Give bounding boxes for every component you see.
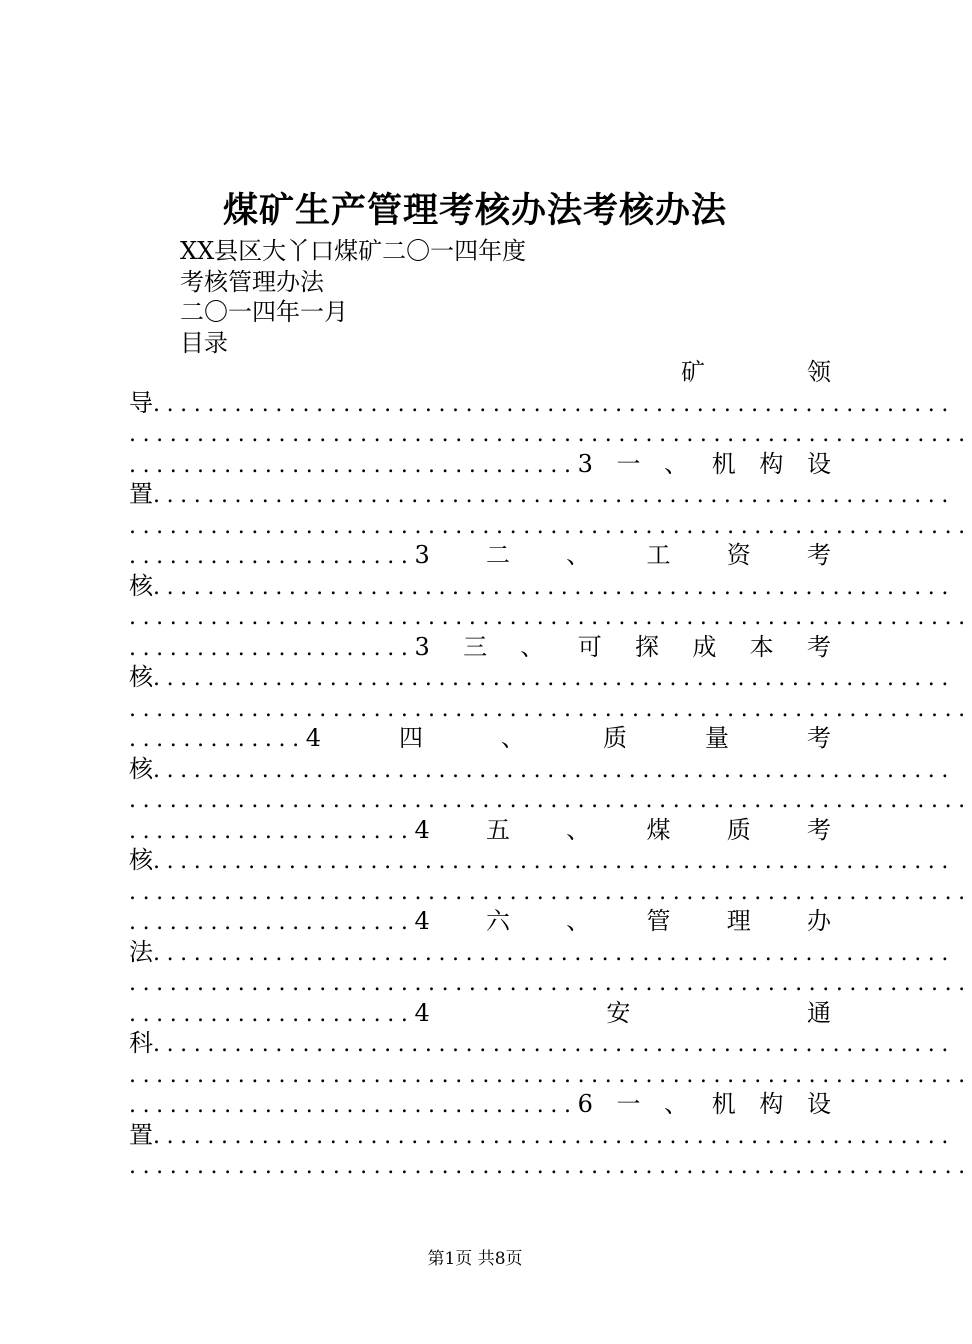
toc-leader-dots: ..................... [129,1001,415,1027]
toc-line [129,1089,831,1120]
toc-line [129,479,955,510]
toc-label: 核 [129,663,153,691]
toc-line [129,510,972,541]
toc-char: 探 [635,632,659,661]
toc-char: 五 [486,815,510,844]
toc-char: 安 [606,998,631,1027]
toc-char: 、 [501,724,525,752]
toc-char: 工 [646,541,671,569]
toc-label: 法 [129,937,153,966]
toc-leader-dots: ........................................................... [153,1123,955,1149]
toc-char: 可 [577,632,602,661]
toc-char: 质 [603,724,627,752]
toc-leader-dots: ........................................................... [153,483,955,508]
toc-page-number: 3 [414,541,430,569]
toc-char: 、 [566,907,591,935]
toc-line [129,357,831,388]
toc-char: 管 [646,907,671,935]
toc-line [129,784,972,815]
toc-char: 通 [807,998,831,1027]
toc-line [129,723,831,754]
toc-char: 二 [486,541,510,569]
toc-line [129,449,831,480]
toc-leader-dots: ........................................................... [153,391,955,417]
toc-dots-and-page [129,998,430,1031]
toc-line [129,1120,955,1151]
toc-line [129,632,831,663]
toc-line [129,662,955,693]
toc-line [129,937,955,968]
table-of-contents [129,357,972,1181]
toc-line [129,693,972,724]
toc-line [129,540,831,571]
page-footer: 第1页 共8页 [427,1249,523,1269]
toc-line [129,845,955,876]
toc-dots-and-page [129,1089,593,1122]
toc-leader-dots: .............................................................. [129,788,972,813]
toc-dots-and-page [129,815,430,848]
toc-leader-dots: .............................................................. [129,1154,972,1179]
toc-line [129,418,972,449]
toc-leader-dots: ................................. [129,452,578,478]
toc-dots-and-page [129,449,593,482]
toc-page-number: 4 [414,815,430,844]
toc-char: 构 [759,449,784,478]
toc-leader-dots: ..................... [129,910,415,935]
toc-char: 质 [726,815,751,844]
toc-leader-dots: .............................................................. [129,1062,972,1088]
toc-label: 科 [129,1029,153,1057]
toc-char: 、 [520,632,545,661]
toc-line [129,876,972,907]
toc-page-number: 4 [414,907,430,935]
toc-line [129,1028,955,1059]
toc-char: 成 [692,632,717,661]
toc-leader-dots: ..................... [129,544,415,569]
toc-dots-and-page [129,540,430,573]
intro-line-date: 二〇一四年一月 [180,298,348,326]
intro-block [180,236,526,358]
toc-leader-dots: .............................................................. [129,879,972,905]
toc-line [129,601,972,632]
toc-dots-and-page [129,906,430,939]
toc-leader-dots: ................................. [129,1093,578,1118]
toc-label: 核 [129,754,153,783]
toc-char: 、 [566,815,591,844]
toc-char: 机 [711,1090,736,1118]
toc-char: 考 [806,632,831,661]
toc-char: 构 [759,1090,784,1118]
toc-leader-dots: .............................................................. [129,971,972,996]
toc-char: 设 [806,449,831,478]
toc-leader-dots: .............................................................. [129,422,972,447]
toc-char: 、 [664,1090,689,1118]
toc-char: 设 [806,1090,831,1118]
toc-char: 煤 [646,815,671,844]
toc-leader-dots: ........................................................... [153,1032,955,1057]
toc-leader-dots: ........................................................... [153,940,955,966]
document-title: 煤矿生产管理考核办法考核办法 [222,190,727,231]
toc-label: 置 [129,1120,153,1149]
toc-label: 置 [129,480,153,508]
toc-char: 资 [726,541,751,569]
toc-leader-dots: .............................................................. [129,605,972,630]
toc-label: 核 [129,571,153,600]
intro-line-toc-heading: 目录 [180,328,228,357]
toc-leader-dots: ............. [129,727,306,752]
toc-char: 一 [616,449,641,478]
toc-line [129,815,831,846]
toc-leader-dots: .............................................................. [129,513,972,539]
toc-leader-dots: .............................................................. [129,696,972,722]
toc-dots-and-page [129,723,321,756]
toc-line [129,906,831,937]
intro-line-org: XX县区大丫口煤矿二〇一四年度 [180,237,527,265]
toc-char: 六 [486,907,510,935]
toc-leader-dots: ........................................................... [153,666,955,691]
toc-char: 三 [463,632,488,661]
toc-label: 核 [129,846,153,874]
toc-page-number: 6 [577,1090,593,1118]
toc-page-number: 4 [305,724,321,752]
toc-char: 考 [807,724,831,752]
toc-leader-dots: ..................... [129,818,415,844]
toc-page-number: 3 [414,632,430,661]
toc-char: 、 [566,541,591,569]
toc-line [129,754,955,785]
toc-char: 四 [399,724,423,752]
toc-char: 一 [616,1090,641,1118]
toc-page-number: 4 [414,998,430,1027]
toc-leader-dots: ........................................................... [153,849,955,874]
toc-char: 理 [726,907,751,935]
toc-line [129,967,972,998]
toc-char: 考 [807,815,831,844]
toc-line [129,571,955,602]
toc-label: 导 [129,388,153,417]
toc-char: 量 [705,724,729,752]
toc-char: 办 [807,907,831,935]
toc-leader-dots: ........................................................... [153,757,955,783]
intro-line-subtitle: 考核管理办法 [180,267,324,296]
toc-char: 、 [664,449,689,478]
toc-char: 矿 [681,358,705,386]
toc-line [129,1150,972,1181]
toc-dots-and-page [129,632,430,665]
toc-line [129,1059,972,1090]
toc-char: 机 [711,449,736,478]
toc-page-number: 3 [577,449,593,478]
toc-char: 领 [807,358,831,386]
toc-char: 考 [807,541,831,569]
toc-char: 本 [749,632,774,661]
toc-line [129,998,831,1029]
toc-line [129,388,955,419]
toc-leader-dots: ..................... [129,635,415,661]
toc-tail-chars [681,357,831,388]
toc-leader-dots: ........................................................... [153,574,955,600]
